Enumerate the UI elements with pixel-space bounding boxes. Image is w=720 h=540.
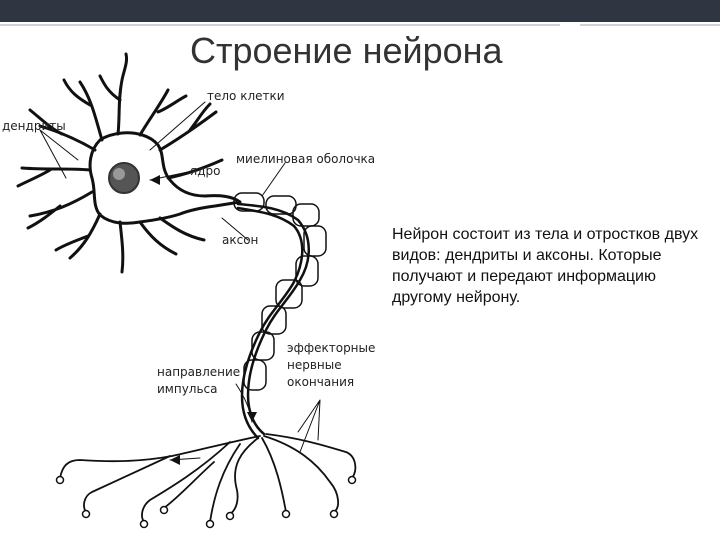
label-dendrites: дендриты	[2, 119, 66, 133]
label-impulse-1: направление	[157, 365, 241, 379]
label-effector-1: эффекторные	[287, 341, 376, 355]
label-cell-body: тело клетки	[207, 89, 285, 103]
label-axon: аксон	[222, 233, 259, 247]
label-impulse-2: импульса	[157, 382, 218, 396]
label-myelin: миелиновая оболочка	[236, 152, 376, 166]
slide-title: Строение нейрона	[190, 30, 503, 71]
slide-description: Нейрон состоит из тела и отростков двух видов: дендриты и аксоны. Которые получают и передают информацию другому нейрону.	[392, 226, 699, 306]
label-effector-3: окончания	[287, 375, 355, 389]
label-effector-2: нервные	[287, 358, 342, 372]
label-nucleus: ядро	[190, 164, 221, 178]
nucleus	[109, 163, 139, 193]
axon-terminals	[60, 434, 355, 522]
